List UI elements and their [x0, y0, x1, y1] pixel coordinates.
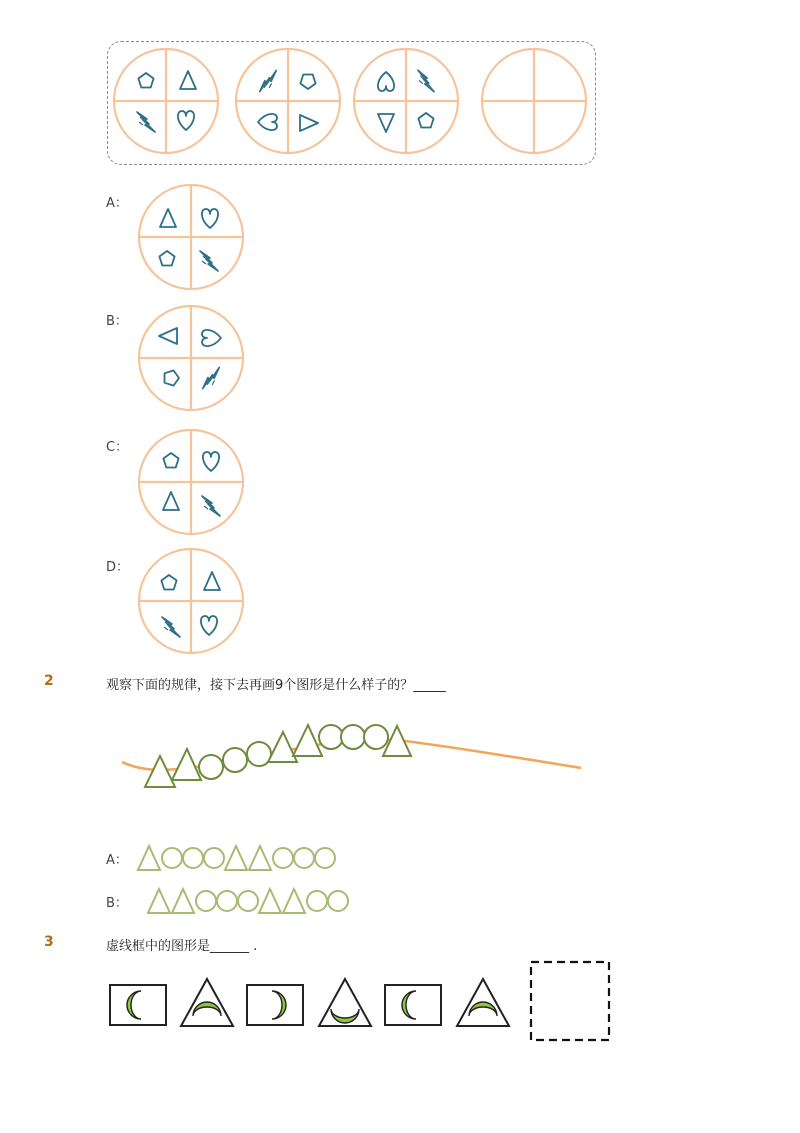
triangle-moon-figure: [181, 979, 233, 1026]
question3-number: 3: [44, 934, 54, 950]
option-d-label[interactable]: D：: [106, 560, 130, 575]
q2-option-b-label[interactable]: B：: [106, 896, 128, 911]
option-c-label[interactable]: C：: [106, 440, 129, 455]
square-moon-figure: [385, 985, 441, 1025]
question3-text: 虚线框中的图形是______ .: [106, 939, 258, 954]
option-a-label[interactable]: A：: [106, 196, 128, 211]
square-moon-figure: [110, 985, 166, 1025]
question2-number: 2: [44, 673, 54, 689]
triangle-moon-figure: [457, 979, 509, 1026]
answer-dashed-box: [531, 962, 609, 1040]
option-b-label[interactable]: B：: [106, 314, 128, 329]
q2-option-a-label[interactable]: A：: [106, 853, 128, 868]
square-moon-figure: [247, 985, 303, 1025]
triangle-moon-figure: [319, 979, 371, 1026]
question2-text: 观察下面的规律，接下去再画9个图形是什么样子的？_____: [106, 678, 446, 693]
